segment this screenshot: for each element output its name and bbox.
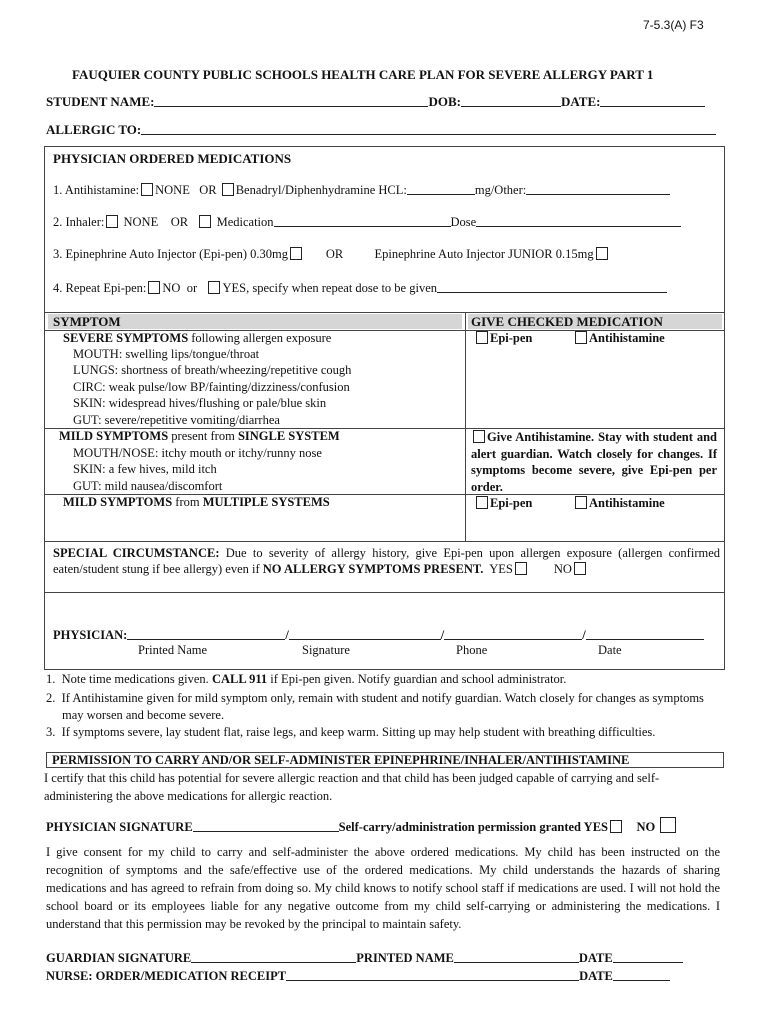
severe-item: MOUTH: swelling lips/tongue/throat [73,347,260,361]
guardian-signature-field[interactable] [191,950,356,963]
divider [44,592,725,593]
special-yes-label: YES [489,562,513,576]
mild-title-bold: MILD SYMPTOMS [59,429,169,443]
guardian-date-field[interactable] [613,950,683,963]
multi-antihistamine-option [573,496,665,511]
antihistamine-none-checkbox[interactable] [141,183,153,196]
nurse-row [46,968,670,984]
multiple-systems-bold: MULTIPLE SYSTEMS [202,495,330,509]
sub-phone: Phone [456,643,488,657]
date-label: DATE [579,969,613,983]
allergic-row [46,122,716,138]
allergic-field[interactable] [141,122,716,135]
sub-date: Date [598,643,622,657]
guardian-sig-label: GUARDIAN SIGNATURE [46,951,192,965]
physician-row: PHYSICIAN: / / / [53,627,704,643]
severe-item: SKIN: widespread hives/flushing or pale/blue skin [73,396,327,410]
nurse-label: NURSE: ORDER/MEDICATION RECEIPT [46,969,287,983]
repeat-epipen-row [53,280,667,296]
epipen-label: Epi-pen [490,496,533,510]
note-text-post: if Epi-pen given. Notify guardian and school administrator. [267,672,567,686]
special-circumstance [53,545,720,577]
repeat-label: 4. Repeat Epi-pen: [53,281,147,295]
printed-name-label: PRINTED NAME [356,951,454,965]
antihistamine-label: Antihistamine [589,331,665,345]
mild-multi-bold: MILD SYMPTOMS [63,495,173,509]
epipen-junior-checkbox[interactable] [596,247,608,260]
inhaler-none-checkbox[interactable] [106,215,118,228]
mild-antihistamine-checkbox[interactable] [473,430,485,443]
mg-other-label: mg/Other: [474,183,527,197]
benadryl-label: Benadryl/Diphenhydramine HCL: [235,183,407,197]
meds-heading: PHYSICIAN ORDERED MEDICATIONS [53,151,292,166]
student-info-row [46,94,705,110]
single-system-bold: SINGLE SYSTEM [237,429,340,443]
none-label: NONE [155,183,190,197]
self-carry-no-label: NO [636,820,656,834]
or-label: OR [199,183,217,197]
certify-text: I certify that this child has potential for severe allergic reaction and that child has been judged capable of carrying and self-administering the above medications for allergic reaction. [44,771,660,803]
sub-signature: Signature [302,643,350,657]
severe-antihistamine-option [573,331,665,346]
guardian-row [46,950,683,966]
note-num: 1. [46,672,56,686]
repeat-no-checkbox[interactable] [148,281,160,294]
yes-specify-label: YES, specify when repeat dose to be given [222,281,438,295]
inhaler-medication-field[interactable] [274,214,451,227]
severe-epipen-checkbox[interactable] [476,331,488,344]
antihistamine-label: 1. Antihistamine: [53,183,140,197]
mild-item: MOUTH/NOSE: itchy mouth or itchy/runny nose [73,446,322,460]
date-label: DATE [578,951,613,965]
epipen-label: 3. Epinephrine Auto Injector (Epi-pen) 0.30mg [53,247,289,261]
repeat-dose-field[interactable] [437,280,667,293]
inhaler-row [53,214,681,230]
give-medication-header: GIVE CHECKED MEDICATION [471,314,663,329]
permission-heading: PERMISSION TO CARRY AND/OR SELF-ADMINISTER EPINEPHRINE/INHALER/ANTIHISTAMINE [52,753,630,767]
special-bold: NO ALLERGY SYMPTOMS PRESENT. [262,562,484,576]
self-carry-no-checkbox[interactable] [660,817,676,833]
physician-signature-row [46,817,678,835]
page-title: FAUQUIER COUNTY PUBLIC SCHOOLS HEALTH CARE PLAN FOR SEVERE ALLERGY PART 1 [72,67,654,82]
physician-signature-field[interactable] [193,819,339,832]
phys-sig-label: PHYSICIAN SIGNATURE [46,820,193,834]
physician-label: PHYSICIAN: [53,628,128,642]
epipen-row [53,247,610,262]
form-code: 7-5.3(A) F3 [643,18,704,32]
note-3 [46,725,655,740]
mild-multi-title [63,495,330,510]
physician-printed-name-field[interactable] [127,627,285,640]
medication-label: Medication [216,215,274,229]
benadryl-checkbox[interactable] [222,183,234,196]
consent-text: I give consent for my child to carry and self-administer the above ordered medications. My child has been instructed on the recognition of symptoms and the safe/effective use of the ordered medications. My child understands the hazards of sharing medications and has agreed to refrain from doing so. My child knows to notify school staff if medications are used. I will not hold the school board or its employees liable for any negative outcome from my child self-carrying or administering the medications. I understand that this permission may be revoked by the principal to maintain safety. [46,845,720,931]
other-med-field[interactable] [526,182,670,195]
student-name-label: STUDENT NAME: [46,94,155,109]
multi-epipen-option [474,496,532,511]
allergic-label: ALLERGIC TO: [46,122,142,137]
benadryl-dose-field[interactable] [407,182,475,195]
special-text: Due to severity of allergy history, give Epi-pen upon allergen exposure (allergen confirmed eaten/student stung if bee allergy) even if [53,546,720,576]
mild-single-title [59,429,340,444]
sub-printed-name: Printed Name [138,643,208,657]
epipen-label: Epi-pen [490,331,533,345]
divider [44,541,725,542]
dob-field[interactable] [461,94,561,107]
note-text: If symptoms severe, lay student flat, raise legs, and keep warm. Sitting up may help student with breathing difficulties. [61,725,656,739]
antihistamine-row [53,182,670,198]
repeat-yes-checkbox[interactable] [208,281,220,294]
guardian-printed-name-field[interactable] [454,950,579,963]
physician-signature-field[interactable] [289,627,441,640]
note-num: 3. [46,725,56,739]
severe-epipen-option [474,331,532,346]
dose-label: Dose [450,215,477,229]
symptom-header: SYMPTOM [53,314,121,329]
severe-title-suffix: following allergen exposure [188,331,332,345]
or-label: OR [325,247,344,261]
or-label: or [186,281,198,295]
mild-item: SKIN: a few hives, mild itch [73,462,217,476]
student-name-field[interactable] [154,94,428,107]
special-label: SPECIAL CIRCUMSTANCE: [53,546,220,560]
inhaler-label: 2. Inhaler: [53,215,105,229]
no-label: NO [162,281,181,295]
inhaler-dose-field[interactable] [476,214,681,227]
special-yes-checkbox[interactable] [515,562,527,575]
give-antihistamine-text: Give Antihistamine. Stay with student and alert guardian. Watch closely for changes. If symptoms become severe, give Epi-pen per order. [471,430,717,494]
mild-item: GUT: mild nausea/discomfort [73,479,223,493]
severe-antihistamine-checkbox[interactable] [575,331,587,344]
inhaler-medication-checkbox[interactable] [199,215,211,228]
note-text: If Antihistamine given for mild symptom only, remain with student and notify guardian. Watch closely for changes as symptoms may worsen and become severe. [61,691,704,722]
epipen-junior-label: Epinephrine Auto Injector JUNIOR 0.15mg [374,247,594,261]
note-1 [46,672,566,687]
note-text: Note time medications given. [61,672,212,686]
severe-item: GUT: severe/repetitive vomiting/diarrhea [73,413,280,427]
physician-phone-field[interactable] [444,627,582,640]
mild-multi-mid: from [172,495,203,509]
special-no-label: NO [553,562,572,576]
severe-item: LUNGS: shortness of breath/wheezing/repetitive cough [73,363,352,377]
severe-title-bold: SEVERE SYMPTOMS [63,331,189,345]
or-label: OR [170,215,189,229]
self-carry-label: Self-carry/administration permission granted YES [338,820,608,834]
epipen-checkbox[interactable] [290,247,302,260]
severe-item: CIRC: weak pulse/low BP/fainting/dizziness/confusion [73,380,350,394]
divider [44,312,725,313]
multi-antihistamine-checkbox[interactable] [575,496,587,509]
special-no-checkbox[interactable] [574,562,586,575]
note-num: 2. [46,691,56,705]
severe-symptoms-title [63,331,331,346]
nurse-receipt-field[interactable] [286,968,579,981]
none-label: NONE [123,215,159,229]
call-911: CALL 911 [211,672,268,686]
mild-title-mid: present from [168,429,238,443]
self-carry-yes-checkbox[interactable] [610,820,622,833]
note-2 [46,690,724,724]
date-field[interactable] [600,94,705,107]
column-divider [465,312,466,541]
give-antihistamine-instructions [471,429,717,495]
multi-epipen-checkbox[interactable] [476,496,488,509]
dob-label: DOB: [428,94,461,109]
nurse-date-field[interactable] [613,968,670,981]
antihistamine-label: Antihistamine [589,496,665,510]
physician-date-field[interactable] [586,627,704,640]
date-label: DATE: [560,94,601,109]
